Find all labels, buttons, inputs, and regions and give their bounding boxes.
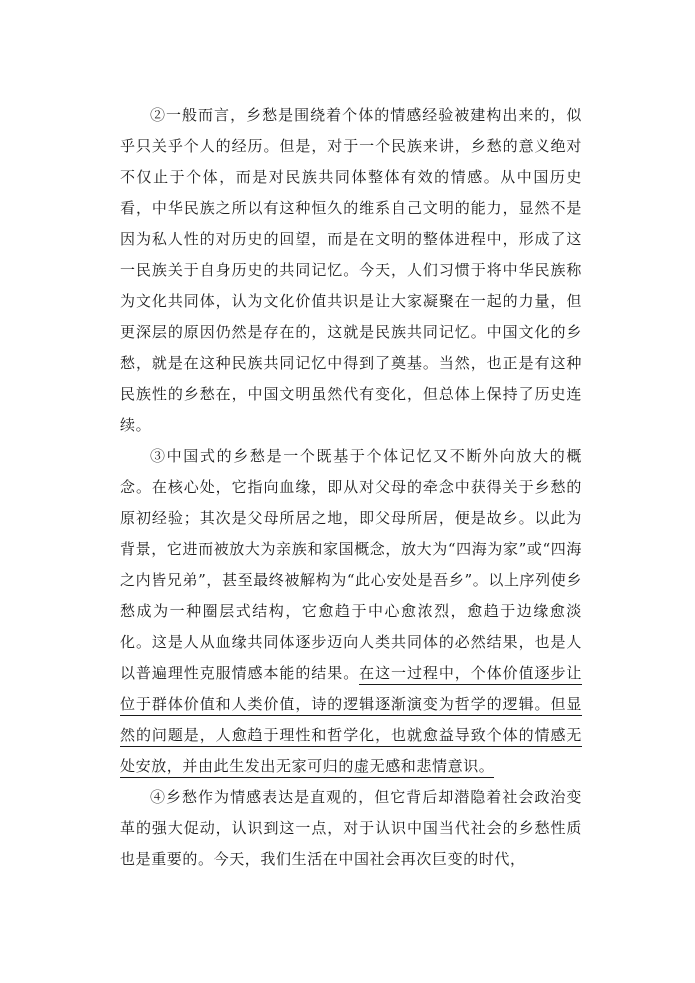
paragraph-3-underlined-text: 在这一过程中，个体价值逐步让位于群体价值和人类价值，诗的逻辑逐渐演变为哲学的逻辑。但显然的问题是，人愈趋于理性和哲学化，也就愈益导致个体的情感无处安放，并由此生发出无家可归的虚无感和悲情意识。 <box>120 664 582 778</box>
paragraph-3-text: ③中国式的乡愁是一个既基于个体记忆又不断外向放大的概念。在核心处，它指向血缘，即从对父母的牵念中获得关于乡愁的原初经验；其次是父母所居之地，即父母所居，便是故乡。以此为背景，它进而被放大为亲族和家国概念，放大为“四海为家”或“四海之内皆兄弟”，甚至最终被解构为“此心安处是吾乡”。以上序列使乡愁成为一种圈层式结构，它愈趋于中心愈浓烈，愈趋于边缘愈淡化。这是人从血缘共同体逐步迈向人类共同体的必然结果，也是人以普遍理性克服情感本能的结果。 <box>120 447 582 682</box>
paragraph-4-text: ④乡愁作为情感表达是直观的，但它背后却潜隐着社会政治变革的强大促动，认识到这一点，对于认识中国当代社会的乡愁性质也是重要的。今天，我们生活在中国社会再次巨变的时代， <box>120 788 582 868</box>
paragraph-4 <box>120 782 582 875</box>
paragraph-3 <box>120 441 582 782</box>
paragraph-2 <box>120 100 582 441</box>
paragraph-2-text: ②一般而言，乡愁是围绕着个体的情感经验被建构出来的，似乎只关乎个人的经历。但是，对于一个民族来讲，乡愁的意义绝对不仅止于个体，而是对民族共同体整体有效的情感。从中国历史看，中华民族之所以有这种恒久的维系自己文明的能力，显然不是因为私人性的对历史的回望，而是在文明的整体进程中，形成了这一民族关于自身历史的共同记忆。今天，人们习惯于将中华民族称为文化共同体，认为文化价值共识是让大家凝聚在一起的力量，但更深层的原因仍然是存在的，这就是民族共同记忆。中国文化的乡愁，就是在这种民族共同记忆中得到了奠基。当然，也正是有这种民族性的乡愁在，中国文明虽然代有变化，但总体上保持了历史连续。 <box>120 106 582 434</box>
article-body <box>120 100 582 875</box>
